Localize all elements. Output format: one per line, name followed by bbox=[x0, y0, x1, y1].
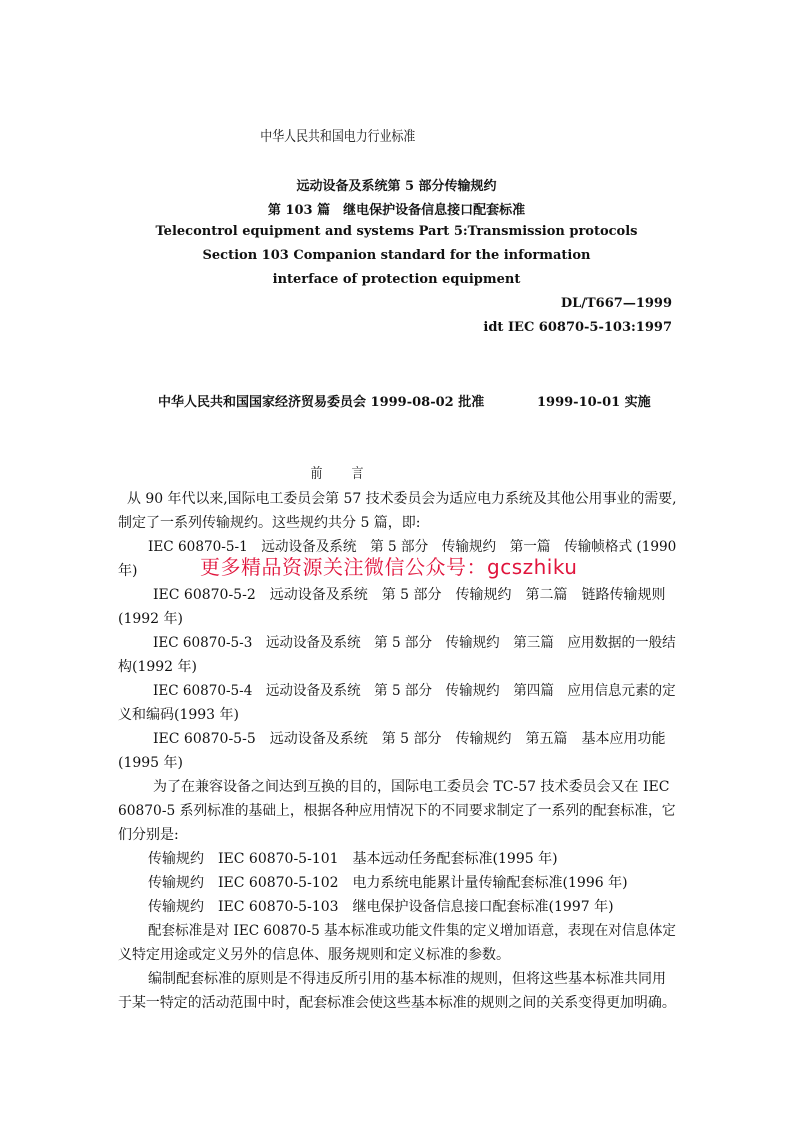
industry-standard-label: 中华人民共和国电力行业标准 bbox=[260, 129, 416, 145]
title-en-line3: interface of protection equipment bbox=[272, 272, 521, 287]
idt-number: idt IEC 60870-5-103:1997 bbox=[483, 320, 672, 335]
companion-101: 传输规约 IEC 60870-5-101 基本远动任务配套标准(1995 年) bbox=[148, 851, 558, 867]
intro-line1: 从 90 年代以来,国际电工委员会第 57 技术委员会为适应电力系统及其他公用事业的需要, bbox=[127, 491, 677, 507]
title-en-line1: Telecontrol equipment and systems Part 5:Transmission protocols bbox=[155, 224, 638, 239]
title-cn-line1: 远动设备及系统第 5 部分传输规约 bbox=[296, 179, 497, 194]
std-number: DL/T667—1999 bbox=[560, 296, 672, 311]
item-5-line2: (1995 年) bbox=[118, 755, 184, 771]
para2-line1: 为了在兼容设备之间达到互换的目的，国际电工委员会 TC-57 技术委员会又在 IEC bbox=[153, 779, 670, 795]
item-2-line1: IEC 60870-5-2 远动设备及系统 第 5 部分 传输规约 第二篇 链路传输规则 bbox=[153, 587, 666, 603]
item-1-line2: 年) bbox=[118, 563, 138, 579]
title-cn-line2: 第 103 篇 继电保护设备信息接口配套标准 bbox=[267, 203, 526, 218]
item-4-line1: IEC 60870-5-4 远动设备及系统 第 5 部分 传输规约 第四篇 应用信息元素的定 bbox=[153, 683, 676, 699]
item-4-line2: 义和编码(1993 年) bbox=[118, 707, 240, 723]
title-en-line2: Section 103 Companion standard for the information bbox=[202, 248, 591, 263]
companion-103: 传输规约 IEC 60870-5-103 继电保护设备信息接口配套标准(1997 年) bbox=[148, 899, 614, 915]
companion-102: 传输规约 IEC 60870-5-102 电力系统电能累计量传输配套标准(1996 年) bbox=[148, 875, 628, 891]
item-5-line1: IEC 60870-5-5 远动设备及系统 第 5 部分 传输规约 第五篇 基本应用功能 bbox=[153, 731, 666, 747]
para4-line2: 于某一特定的活动范围中时，配套标准会使这些基本标准的规则之间的关系变得更加明确。 bbox=[118, 995, 676, 1011]
item-2-line2: (1992 年) bbox=[118, 611, 184, 627]
approval-text: 中华人民共和国国家经济贸易委员会 1999-08-02 批准 bbox=[158, 395, 485, 410]
para2-line2: 60870-5 系列标准的基础上，根据各种应用情况下的不同要求制定了一系列的配套标准，它 bbox=[118, 803, 676, 819]
para2-line3: 们分别是: bbox=[118, 827, 179, 843]
item-3-line2: 构(1992 年) bbox=[118, 659, 198, 675]
effective-date: 1999-10-01 实施 bbox=[537, 395, 651, 410]
item-1-line1: IEC 60870-5-1 远动设备及系统 第 5 部分 传输规约 第一篇 传输帧格式 (1990 bbox=[148, 539, 677, 555]
para3-line2: 义特定用途或定义另外的信息体、服务规则和定义标准的参数。 bbox=[118, 947, 510, 963]
watermark-text: 更多精品资源关注微信公众号：gcszhiku bbox=[200, 555, 578, 579]
intro-line2: 制定了一系列传输规约。这些规约共分 5 篇，即: bbox=[118, 515, 421, 531]
para4-line1: 编制配套标准的原则是不得违反所引用的基本标准的规则，但将这些基本标准共同用 bbox=[148, 971, 666, 987]
foreword-heading: 前 言 bbox=[310, 466, 366, 482]
item-3-line1: IEC 60870-5-3 远动设备及系统 第 5 部分 传输规约 第三篇 应用数据的一般结 bbox=[153, 635, 676, 651]
para3-line1: 配套标准是对 IEC 60870-5 基本标准或功能文件集的定义增加语意，表现在对信息体定 bbox=[148, 923, 676, 939]
